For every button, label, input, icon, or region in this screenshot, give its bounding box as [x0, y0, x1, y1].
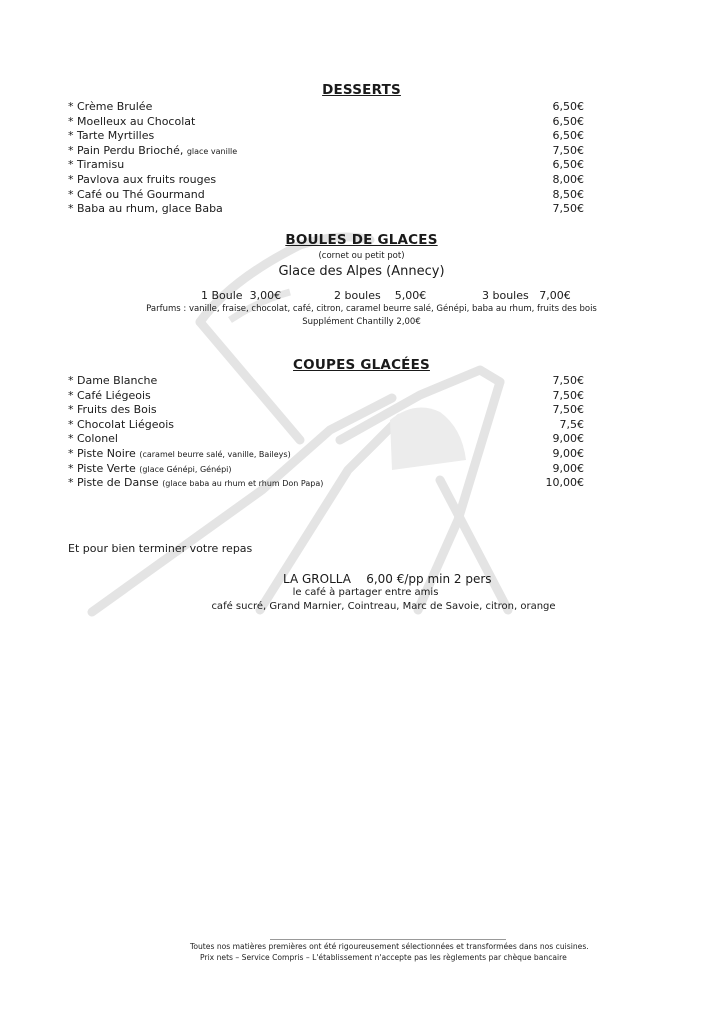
item-name: * Chocolat Liégeois: [68, 417, 174, 431]
list-item: [68, 462, 584, 477]
item-name: * Crème Brulée: [68, 100, 153, 113]
list-item: [68, 447, 584, 462]
item-price: 8,00€: [552, 172, 584, 186]
item-name: * Tiramisu: [68, 158, 125, 172]
list-item: [68, 158, 584, 173]
item-price: 7,50€: [552, 374, 584, 387]
list-item: [68, 374, 584, 389]
item-name: * Piste de Danse: [68, 476, 159, 490]
item-price: 6,50€: [552, 158, 584, 172]
item-price: 8,50€: [552, 187, 584, 201]
item-name: * Moelleux au Chocolat: [68, 114, 196, 128]
item-price: 9,00€: [552, 461, 584, 475]
item-price: 6,50€: [552, 114, 584, 128]
glace-name: Glace des Alpes (Annecy): [278, 264, 445, 279]
coupes-list: [68, 374, 584, 491]
footer-line-1: Toutes nos matières premières ont été rigoureusement sélectionnées et transformées dans nos cuisines.: [190, 942, 589, 951]
grolla-price: 6,00 €/pp min 2 pers: [366, 572, 492, 586]
list-item: [68, 188, 584, 203]
boule-label: 1 Boule: [201, 289, 243, 302]
list-item: [68, 115, 584, 130]
price-2-boules: [334, 289, 426, 302]
footer-line-2: Prix nets – Service Compris – L'établissement n'accepte pas les règlements par chèque bancaire: [200, 953, 567, 962]
item-name: * Pain Perdu Brioché,: [68, 143, 184, 157]
item-price: 9,00€: [552, 432, 584, 446]
grolla-line: [283, 572, 492, 586]
item-price: 7,50€: [552, 403, 584, 417]
coupes-title: COUPES GLACÉES: [293, 357, 430, 373]
item-note: (glace baba au rhum et rhum Don Papa): [162, 479, 324, 489]
price-3-boules: [482, 289, 571, 302]
list-item: [68, 144, 584, 159]
boule-price: 5,00€: [394, 289, 427, 302]
grolla-desc-1: le café à partager entre amis: [292, 587, 439, 598]
item-price: 10,00€: [545, 476, 584, 490]
footer-divider: [270, 939, 506, 940]
item-name: * Fruits des Bois: [68, 403, 157, 417]
item-note: glace vanille: [186, 146, 238, 156]
list-item: [68, 100, 584, 115]
list-item: [68, 202, 584, 217]
item-price: 7,5€: [559, 417, 584, 431]
list-item: [68, 432, 584, 447]
boules-subtitle: (cornet ou petit pot): [318, 251, 405, 261]
item-name: * Café ou Thé Gourmand: [68, 187, 205, 201]
list-item: [68, 173, 584, 188]
parfums-list: Parfums : vanille, fraise, chocolat, café, citron, caramel beurre salé, Génépi, baba au rhum, fruits des bois: [146, 304, 597, 314]
item-price: 6,50€: [552, 100, 584, 113]
item-note: (caramel beurre salé, vanille, Baileys): [139, 449, 291, 459]
boule-label: 3 boules: [482, 289, 529, 302]
grolla-desc-2: café sucré, Grand Marnier, Cointreau, Marc de Savoie, citron, orange: [211, 601, 556, 612]
item-name: * Baba au rhum, glace Baba: [68, 202, 223, 216]
boule-price: 7,00€: [539, 289, 571, 302]
price-1-boule: [201, 289, 281, 302]
grolla-name: LA GROLLA: [283, 572, 351, 586]
item-price: 7,50€: [552, 388, 584, 402]
list-item: [68, 389, 584, 404]
boule-label: 2 boules: [334, 289, 381, 302]
desserts-title: DESSERTS: [322, 82, 401, 98]
item-price: 6,50€: [552, 129, 584, 143]
desserts-list: [68, 100, 584, 217]
item-price: 7,50€: [552, 143, 584, 157]
item-price: 9,00€: [552, 446, 584, 460]
item-name: * Dame Blanche: [68, 374, 158, 387]
supplement-chantilly: Supplément Chantilly 2,00€: [302, 317, 421, 327]
item-name: * Tarte Myrtilles: [68, 129, 155, 143]
list-item: [68, 403, 584, 418]
item-name: * Piste Verte: [68, 461, 136, 475]
item-name: * Piste Noire: [68, 446, 136, 460]
list-item: [68, 476, 584, 491]
list-item: [68, 129, 584, 144]
list-item: [68, 418, 584, 433]
boule-price: 3,00€: [249, 289, 282, 302]
item-name: * Café Liégeois: [68, 388, 151, 402]
item-note: (glace Génépi, Génépi): [139, 464, 232, 474]
item-price: 7,50€: [552, 202, 584, 216]
finish-intro: Et pour bien terminer votre repas: [68, 542, 253, 555]
item-name: * Pavlova aux fruits rouges: [68, 172, 217, 186]
item-name: * Colonel: [68, 432, 118, 446]
boules-title: BOULES DE GLACES: [285, 232, 438, 248]
